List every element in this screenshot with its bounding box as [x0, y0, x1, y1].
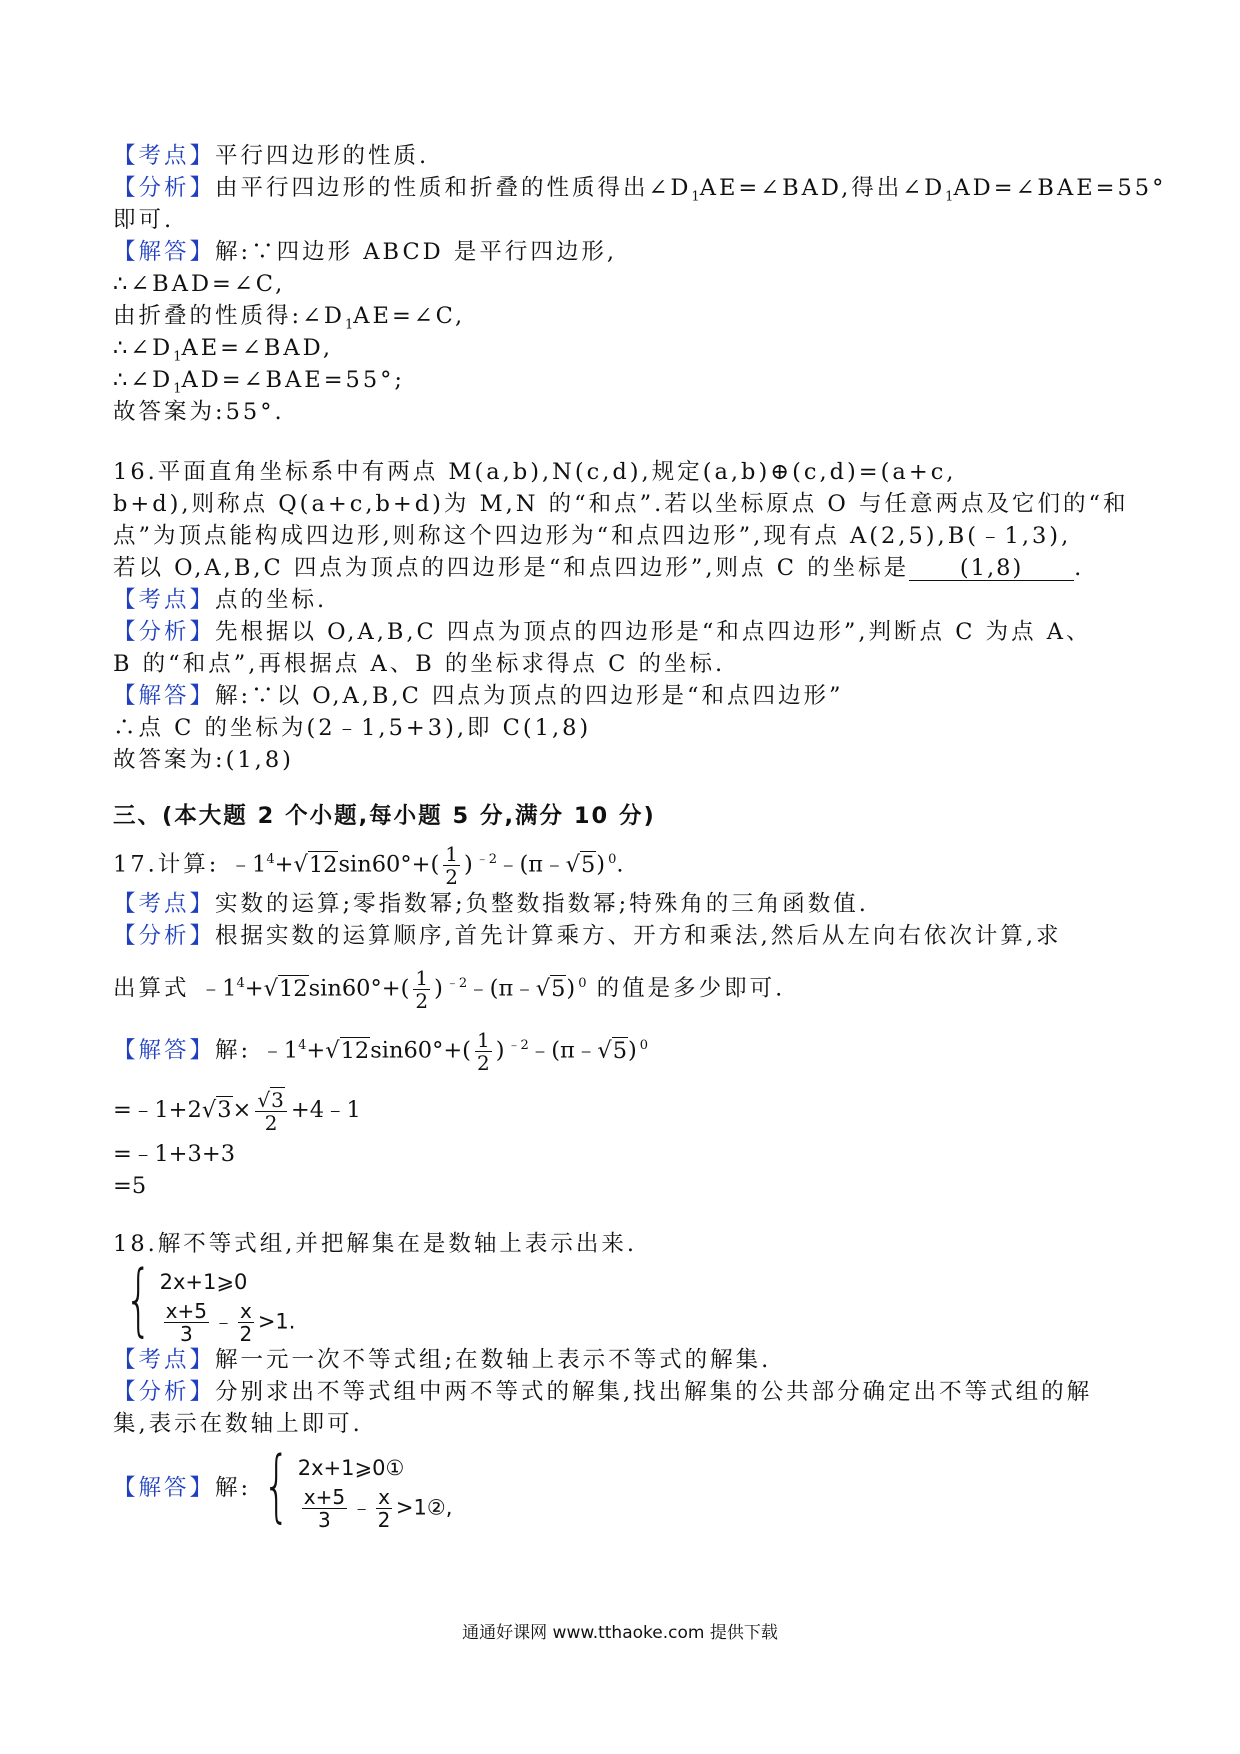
jieda-tag: 【解答】: [113, 683, 216, 709]
kaodian-tag: 【考点】: [113, 891, 216, 917]
p17-kaodian: 【考点】实数的运算;零指数幂;负整数指数幂;特殊角的三角函数值.: [113, 891, 869, 917]
page-footer: 通通好课网 www.tthaoke.com 提供下载: [462, 1623, 778, 1643]
p15-fenxi-cont: 即可.: [113, 207, 175, 233]
p15-step: 由折叠的性质得$:\angle D_1AE=\angle C$,: [113, 303, 466, 333]
p16-fenxi: 【分析】先根据以 O,A,B,C 四点为顶点的四边形是“和点四边形”,判断点 C 为点 A、: [113, 619, 1092, 645]
p15-kaodian: 【考点】平行四边形的性质.: [113, 143, 430, 169]
fraction: $\frac{√3}{2}$: [255, 1089, 286, 1134]
p16-question: 若以 O,A,B,C 四点为顶点的四边形是“和点四边形”,则点 C 的坐标是 (1,8) .: [113, 555, 1085, 581]
jieda-tag: 【解答】: [113, 1037, 216, 1064]
p18-system: { 2x+1⩾0 $\frac{x+5}{3}$ ﹣ $\frac{x}{2}$ >1.: [124, 1255, 296, 1346]
fenxi-tag: 【分析】: [113, 1379, 216, 1405]
p15-step: ∴∠BAD=∠C,: [113, 271, 286, 297]
p16-step: ∴点 C 的坐标为(2﹣1,5+3),即 C(1,8): [113, 715, 592, 741]
p16-fenxi-cont: B 的“和点”,再根据点 A、B 的坐标求得点 C 的坐标.: [113, 651, 726, 677]
jieda-tag: 【解答】: [113, 1475, 216, 1501]
p15-jieda: 【解答】解:∵四边形 ABCD 是平行四边形,: [113, 239, 618, 265]
fraction: $\frac{1}{2}$: [445, 842, 458, 889]
p18-fenxi: 【分析】分别求出不等式组中两不等式的解集,找出解集的公共部分确定出不等式组的解: [113, 1379, 1093, 1405]
brace: {: [124, 1255, 154, 1345]
section-heading: 三、(本大题 2 个小题,每小题 5 分,满分 10 分): [113, 803, 656, 829]
p15-step: $\therefore\angle D_1AD=\angle BAE=55^\circ$;: [113, 367, 406, 397]
kaodian-tag: 【考点】: [113, 587, 216, 613]
document-page: [113, 140, 1167, 1532]
p18-question: 18.解不等式组,并把解集在是数轴上表示出来.: [113, 1231, 638, 1257]
p18-jieda: 【解答】 解: { 2x+1⩾0① $\frac{x+5}{3}$ ﹣ $\frac{x}{2}$ >1②,: [113, 1441, 453, 1532]
p16-question: 点”为顶点能构成四边形,则称这个四边形为“和点四边形”,现有点 A(2,5),B(﹣1,3),: [113, 523, 1072, 549]
fraction: $\frac{1}{2}$: [415, 966, 429, 1013]
p16-kaodian: 【考点】点的坐标.: [113, 587, 328, 613]
p17-step: =﹣1+3+3: [113, 1141, 236, 1167]
p17-question: 17.计算: $﹣1^4+√12\sin 60^\circ+$( $\frac{1}{2}$ )$^{﹣2}$﹣(π﹣√5)$^0$.: [113, 842, 627, 889]
p16-answer: 故答案为:(1,8): [113, 747, 294, 773]
brace: {: [262, 1441, 292, 1531]
p17-jieda: 【解答】解: $﹣1^4+√12\sin 60^\circ+$( $\frac{1}{2}$ )$^{﹣2}$﹣(π﹣√5)$^0$: [113, 1028, 649, 1075]
fenxi-tag: 【分析】: [113, 175, 216, 201]
fenxi-tag: 【分析】: [113, 923, 216, 949]
p17-step: =5: [113, 1173, 147, 1199]
fraction: $\frac{1}{2}$: [476, 1028, 490, 1075]
jieda-tag: 【解答】: [113, 239, 216, 265]
kaodian-tag: 【考点】: [113, 1347, 216, 1373]
p16-question: b+d),则称点 Q(a+c,b+d)为 M,N 的“和点”.若以坐标原点 O 与任意两点及它们的“和: [113, 491, 1129, 517]
p17-fenxi: 【分析】根据实数的运算顺序,首先计算乘方、开方和乘法,然后从左向右依次计算,求: [113, 923, 1062, 949]
p15-step: $\therefore\angle D_1AE=\angle BAD$,: [113, 335, 334, 365]
p15-fenxi: 【分析】由平行四边形的性质和折叠的性质得出$\angle D_1AE=\angle BAD$,得出$\angle D_1AD=\angle BAE=55^\circ$: [113, 175, 1167, 205]
p17-step: =﹣1+2√3× $\frac{√3}{2}$ +4﹣1: [113, 1087, 361, 1135]
p16-jieda: 【解答】解:∵以 O,A,B,C 四点为顶点的四边形是“和点四边形”: [113, 683, 844, 709]
p18-fenxi-cont: 集,表示在数轴上即可.: [113, 1411, 363, 1437]
answer-blank: (1,8): [909, 554, 1074, 581]
p17-fenxi-cont: 出算式 $﹣1^4+√12\sin 60^\circ+$( $\frac{1}{2}$ )$^{﹣2}$﹣(π﹣√5)$^0$ 的值是多少即可.: [113, 966, 786, 1013]
p18-kaodian: 【考点】解一元一次不等式组;在数轴上表示不等式的解集.: [113, 1347, 772, 1373]
p15-answer: 故答案为:55°.: [113, 399, 285, 425]
kaodian-tag: 【考点】: [113, 143, 216, 169]
p16-question: 16.平面直角坐标系中有两点 M(a,b),N(c,d),规定(a,b)⊕(c,d)=(a+c,: [113, 459, 957, 485]
fenxi-tag: 【分析】: [113, 619, 216, 645]
